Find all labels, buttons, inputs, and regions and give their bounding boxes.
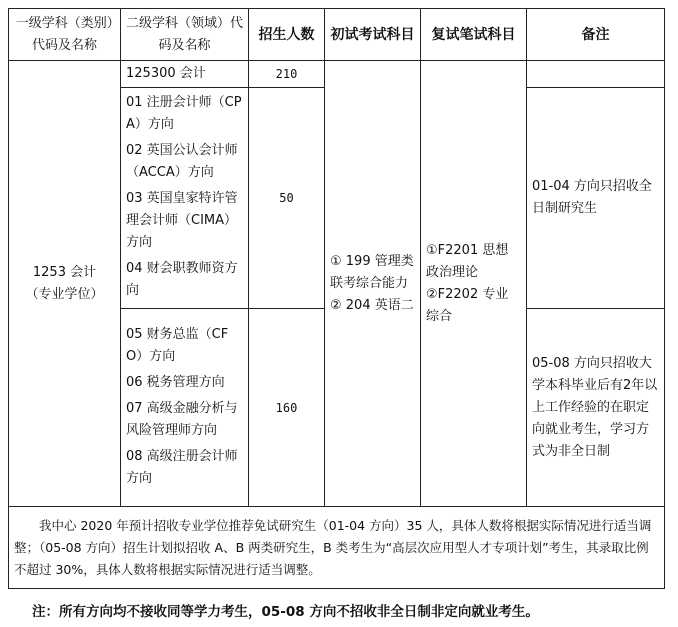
header-initial-exam: 初试考试科目 (325, 9, 421, 61)
header-field: 二级学科（领域）代码及名称 (121, 9, 249, 61)
direction-03: 03 英国皇家特许管理会计师（CIMA）方向 (126, 191, 238, 250)
group2-quota: 160 (249, 309, 325, 507)
initial-exam-item-2: ② 204 英语二 (330, 297, 414, 313)
direction-06: 06 税务管理方向 (126, 374, 225, 390)
group2-directions (121, 309, 249, 507)
initial-exam-item-1: ① 199 管理类联考综合能力 (330, 253, 414, 291)
direction-05: 05 财务总监（CFO）方向 (126, 326, 229, 364)
remark-empty (527, 61, 665, 88)
group1-quota: 50 (249, 88, 325, 309)
field-main-row (9, 61, 665, 88)
direction-08: 08 高级注册会计师方向 (126, 448, 238, 486)
discipline-type: （专业学位） (25, 286, 104, 302)
note-row (9, 507, 665, 589)
admission-table (8, 8, 665, 589)
direction-07: 07 高级金融分析与风险管理师方向 (126, 400, 238, 438)
retest-exam-item-2: ②F2202 专业综合 (426, 286, 509, 324)
group2-remark: 05-08 方向只招收大学本科毕业后有2年以上工作经验的在职定向就业考生，学习方式为非全日制 (527, 309, 665, 507)
header-discipline: 一级学科（类别）代码及名称 (9, 9, 121, 61)
header-retest-exam: 复试笔试科目 (421, 9, 527, 61)
note-text: 我中心 2020 年预计招收专业学位推荐免试研究生（01-04 方向）35 人，具体人数将根据实际情况进行适当调整；（05-08 方向）招生计划拟招收 A、B 两类研究生，B 类考生为“高层次应用型人才专项计划”考生，其录取比例不超过 30%，具体人数将根据实际情况进行适当调整。 (9, 507, 665, 589)
retest-exam-cell (421, 61, 527, 507)
direction-02: 02 英国公认会计师（ACCA）方向 (126, 143, 238, 180)
footnote: 注：所有方向均不接收同等学力考生，05-08 方向不招收非全日制非定向就业考生。 (32, 604, 539, 620)
header-remark: 备注 (527, 9, 665, 61)
initial-exam-cell (325, 61, 421, 507)
header-quota: 招生人数 (249, 9, 325, 61)
group1-remark: 01-04 方向只招收全日制研究生 (527, 88, 665, 309)
field-main-quota: 210 (249, 61, 325, 88)
direction-04: 04 财会职教师资方向 (126, 261, 238, 298)
admission-table-wrapper (8, 8, 665, 589)
group1-directions (121, 88, 249, 309)
field-main-label: 125300 会计 (121, 61, 249, 88)
retest-exam-item-1: ①F2201 思想政治理论 (426, 242, 509, 280)
direction-01: 01 注册会计师（CPA）方向 (126, 95, 242, 132)
header-row (9, 9, 665, 61)
discipline-code-name: 1253 会计 (32, 264, 97, 280)
discipline-cell (9, 61, 121, 507)
